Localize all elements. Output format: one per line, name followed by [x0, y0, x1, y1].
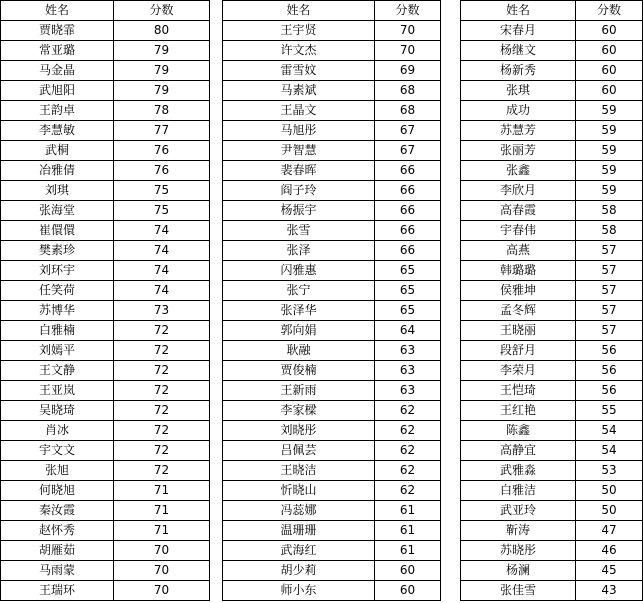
- column-gap: [210, 41, 223, 61]
- student-name: 张丽芳: [461, 141, 576, 161]
- column-gap: [210, 61, 223, 81]
- student-name: 靳涛: [461, 521, 576, 541]
- student-name: 李荣月: [461, 361, 576, 381]
- student-name: 侯雅坤: [461, 281, 576, 301]
- table-row: [1, 301, 643, 321]
- student-name: 高燕: [461, 241, 576, 261]
- student-name: 忻晓山: [223, 481, 375, 501]
- table-row: [1, 241, 643, 261]
- column-gap: [210, 141, 223, 161]
- column-gap: [210, 361, 223, 381]
- student-score: 72: [114, 461, 210, 481]
- student-score: 56: [576, 361, 643, 381]
- student-score: 60: [576, 81, 643, 101]
- student-name: 张佳雪: [461, 581, 576, 601]
- column-gap: [441, 121, 461, 141]
- student-score: 70: [375, 21, 441, 41]
- student-score: 57: [576, 281, 643, 301]
- column-gap: [441, 181, 461, 201]
- column-gap: [210, 21, 223, 41]
- column-gap: [210, 161, 223, 181]
- student-name: 苏晓彤: [461, 541, 576, 561]
- student-name: 王宇贤: [223, 21, 375, 41]
- column-gap: [441, 81, 461, 101]
- column-gap: [441, 581, 461, 601]
- student-score: 67: [375, 121, 441, 141]
- column-gap: [441, 241, 461, 261]
- student-score: 66: [375, 161, 441, 181]
- student-score: 72: [114, 381, 210, 401]
- student-name: 苏慧芳: [461, 121, 576, 141]
- student-score: 47: [576, 521, 643, 541]
- column-gap: [441, 521, 461, 541]
- column-gap: [441, 221, 461, 241]
- student-score: 61: [375, 501, 441, 521]
- column-gap: [210, 1, 223, 21]
- student-name: 张鑫: [461, 161, 576, 181]
- student-score: 61: [375, 541, 441, 561]
- student-name: 吕佩芸: [223, 441, 375, 461]
- student-score: 72: [114, 441, 210, 461]
- header-name-1: 姓名: [1, 1, 114, 21]
- student-score: 74: [114, 281, 210, 301]
- student-name: 赵怀秀: [1, 521, 114, 541]
- column-gap: [441, 341, 461, 361]
- column-gap: [441, 381, 461, 401]
- column-gap: [441, 201, 461, 221]
- student-name: 张海堂: [1, 201, 114, 221]
- student-name: 耿融: [223, 341, 375, 361]
- student-name: 宇文文: [1, 441, 114, 461]
- student-name: 李欣月: [461, 181, 576, 201]
- column-gap: [441, 161, 461, 181]
- student-score: 65: [375, 281, 441, 301]
- student-score: 58: [576, 221, 643, 241]
- table-row: [1, 201, 643, 221]
- table-row: [1, 441, 643, 461]
- student-name: 王文静: [1, 361, 114, 381]
- student-name: 冶雅倩: [1, 161, 114, 181]
- student-name: 常亚璐: [1, 41, 114, 61]
- student-score: 70: [375, 41, 441, 61]
- student-score: 71: [114, 481, 210, 501]
- column-gap: [441, 541, 461, 561]
- table-row: [1, 461, 643, 481]
- student-name: 杨新秀: [461, 61, 576, 81]
- student-score: 78: [114, 101, 210, 121]
- column-gap: [210, 481, 223, 501]
- table-row: [1, 321, 643, 341]
- table-row: [1, 221, 643, 241]
- column-gap: [210, 261, 223, 281]
- student-name: 苏博华: [1, 301, 114, 321]
- student-name: 宋春月: [461, 21, 576, 41]
- student-name: 杨澜: [461, 561, 576, 581]
- student-score: 43: [576, 581, 643, 601]
- student-score: 59: [576, 181, 643, 201]
- student-score: 62: [375, 401, 441, 421]
- student-score: 60: [576, 21, 643, 41]
- student-score: 72: [114, 401, 210, 421]
- student-score: 59: [576, 161, 643, 181]
- student-name: 李家樑: [223, 401, 375, 421]
- table-row: [1, 121, 643, 141]
- column-gap: [441, 321, 461, 341]
- student-name: 张泽华: [223, 301, 375, 321]
- student-score: 61: [375, 521, 441, 541]
- student-name: 马金晶: [1, 61, 114, 81]
- student-score: 62: [375, 421, 441, 441]
- column-gap: [210, 461, 223, 481]
- column-gap: [210, 181, 223, 201]
- column-gap: [210, 441, 223, 461]
- student-name: 温珊珊: [223, 521, 375, 541]
- column-gap: [441, 441, 461, 461]
- student-score: 70: [114, 561, 210, 581]
- table-row: [1, 401, 643, 421]
- table-row: [1, 41, 643, 61]
- column-gap: [210, 101, 223, 121]
- student-score: 62: [375, 441, 441, 461]
- student-score: 71: [114, 501, 210, 521]
- table-row: [1, 281, 643, 301]
- student-score: 54: [576, 441, 643, 461]
- student-score: 59: [576, 101, 643, 121]
- student-score: 79: [114, 81, 210, 101]
- student-score: 60: [576, 61, 643, 81]
- table-row: [1, 101, 643, 121]
- column-gap: [441, 461, 461, 481]
- student-name: 马素斌: [223, 81, 375, 101]
- student-name: 樊素珍: [1, 241, 114, 261]
- student-name: 刘环宇: [1, 261, 114, 281]
- student-name: 刘嫣平: [1, 341, 114, 361]
- student-score: 68: [375, 101, 441, 121]
- table-row: [1, 521, 643, 541]
- student-name: 武海红: [223, 541, 375, 561]
- table-row: [1, 261, 643, 281]
- student-name: 张雪: [223, 221, 375, 241]
- student-name: 何晓旭: [1, 481, 114, 501]
- student-name: 胡少莉: [223, 561, 375, 581]
- student-score: 60: [375, 561, 441, 581]
- column-gap: [210, 201, 223, 221]
- student-score: 57: [576, 321, 643, 341]
- column-gap: [210, 81, 223, 101]
- student-name: 崔儇儇: [1, 221, 114, 241]
- student-score: 63: [375, 381, 441, 401]
- student-name: 白雅楠: [1, 321, 114, 341]
- student-name: 贾晓霏: [1, 21, 114, 41]
- student-name: 陈鑫: [461, 421, 576, 441]
- column-gap: [210, 501, 223, 521]
- student-name: 吴晓琦: [1, 401, 114, 421]
- student-score: 69: [375, 61, 441, 81]
- student-name: 杨振宇: [223, 201, 375, 221]
- student-name: 王亚岚: [1, 381, 114, 401]
- student-score: 60: [375, 581, 441, 601]
- column-gap: [210, 381, 223, 401]
- student-score: 50: [576, 501, 643, 521]
- column-gap: [210, 541, 223, 561]
- student-name: 王红艳: [461, 401, 576, 421]
- student-name: 张琪: [461, 81, 576, 101]
- column-gap: [441, 501, 461, 521]
- column-gap: [441, 21, 461, 41]
- student-name: 宇春伟: [461, 221, 576, 241]
- student-score: 58: [576, 201, 643, 221]
- student-score: 68: [375, 81, 441, 101]
- table-row: [1, 81, 643, 101]
- student-name: 胡雁茹: [1, 541, 114, 561]
- table-row: [1, 21, 643, 41]
- column-gap: [210, 341, 223, 361]
- student-score: 66: [375, 181, 441, 201]
- student-score: 63: [375, 341, 441, 361]
- student-score: 75: [114, 201, 210, 221]
- student-name: 秦汝霞: [1, 501, 114, 521]
- student-score: 56: [576, 341, 643, 361]
- table-row: [1, 541, 643, 561]
- column-gap: [210, 241, 223, 261]
- student-name: 白雅洁: [461, 481, 576, 501]
- student-name: 郭向娟: [223, 321, 375, 341]
- student-score: 46: [576, 541, 643, 561]
- student-name: 马雨蒙: [1, 561, 114, 581]
- student-name: 裴春晖: [223, 161, 375, 181]
- column-gap: [441, 361, 461, 381]
- student-name: 阎子玲: [223, 181, 375, 201]
- student-name: 武旭阳: [1, 81, 114, 101]
- student-score: 74: [114, 221, 210, 241]
- student-name: 杨继文: [461, 41, 576, 61]
- column-gap: [441, 61, 461, 81]
- student-name: 刘晓彤: [223, 421, 375, 441]
- student-name: 师小东: [223, 581, 375, 601]
- student-name: 王晶文: [223, 101, 375, 121]
- header-name-2: 姓名: [223, 1, 375, 21]
- student-score: 72: [114, 321, 210, 341]
- student-score: 72: [114, 421, 210, 441]
- student-score: 73: [114, 301, 210, 321]
- student-score: 80: [114, 21, 210, 41]
- column-gap: [210, 301, 223, 321]
- table-row: [1, 421, 643, 441]
- student-score: 50: [576, 481, 643, 501]
- student-name: 冯蕊娜: [223, 501, 375, 521]
- column-gap: [441, 41, 461, 61]
- column-gap: [441, 281, 461, 301]
- column-gap: [441, 301, 461, 321]
- student-name: 王晓洁: [223, 461, 375, 481]
- header-score-3: 分数: [576, 1, 643, 21]
- student-name: 王恺琦: [461, 381, 576, 401]
- table-row: [1, 581, 643, 601]
- student-score: 64: [375, 321, 441, 341]
- student-score: 77: [114, 121, 210, 141]
- column-gap: [441, 421, 461, 441]
- column-gap: [441, 1, 461, 21]
- student-score: 74: [114, 261, 210, 281]
- student-score: 62: [375, 461, 441, 481]
- student-name: 雷雪妏: [223, 61, 375, 81]
- student-score: 74: [114, 241, 210, 261]
- table-row: [1, 161, 643, 181]
- student-name: 孟冬辉: [461, 301, 576, 321]
- header-name-3: 姓名: [461, 1, 576, 21]
- student-score: 45: [576, 561, 643, 581]
- student-score: 66: [375, 201, 441, 221]
- column-gap: [210, 401, 223, 421]
- student-score: 70: [114, 581, 210, 601]
- header-score-1: 分数: [114, 1, 210, 21]
- student-name: 王瑞环: [1, 581, 114, 601]
- student-score: 67: [375, 141, 441, 161]
- student-score: 59: [576, 141, 643, 161]
- column-gap: [441, 401, 461, 421]
- student-score: 72: [114, 341, 210, 361]
- student-name: 成功: [461, 101, 576, 121]
- student-score: 57: [576, 301, 643, 321]
- student-score: 59: [576, 121, 643, 141]
- column-gap: [210, 561, 223, 581]
- table-row: [1, 361, 643, 381]
- student-score: 60: [576, 41, 643, 61]
- student-score: 57: [576, 261, 643, 281]
- student-name: 肖冰: [1, 421, 114, 441]
- student-name: 尹智慧: [223, 141, 375, 161]
- student-score: 54: [576, 421, 643, 441]
- student-score: 57: [576, 241, 643, 261]
- table-row: [1, 61, 643, 81]
- header-row: [1, 1, 643, 21]
- student-name: 刘琪: [1, 181, 114, 201]
- student-score: 62: [375, 481, 441, 501]
- column-gap: [441, 141, 461, 161]
- student-name: 张宁: [223, 281, 375, 301]
- student-score: 63: [375, 361, 441, 381]
- column-gap: [210, 421, 223, 441]
- header-score-2: 分数: [375, 1, 441, 21]
- student-score: 76: [114, 161, 210, 181]
- student-name: 王韵卓: [1, 101, 114, 121]
- student-score: 79: [114, 61, 210, 81]
- student-score: 53: [576, 461, 643, 481]
- column-gap: [210, 221, 223, 241]
- student-score: 79: [114, 41, 210, 61]
- student-score: 75: [114, 181, 210, 201]
- column-gap: [441, 101, 461, 121]
- table-row: [1, 181, 643, 201]
- student-score: 72: [114, 361, 210, 381]
- student-name: 武亚玲: [461, 501, 576, 521]
- table-row: [1, 341, 643, 361]
- column-gap: [210, 581, 223, 601]
- column-gap: [441, 261, 461, 281]
- student-score: 55: [576, 401, 643, 421]
- student-score: 70: [114, 541, 210, 561]
- student-name: 武雅淼: [461, 461, 576, 481]
- table-row: [1, 501, 643, 521]
- student-name: 贾俊楠: [223, 361, 375, 381]
- student-name: 高静宜: [461, 441, 576, 461]
- column-gap: [210, 281, 223, 301]
- student-name: 武桐: [1, 141, 114, 161]
- student-score: 56: [576, 381, 643, 401]
- student-name: 王晓丽: [461, 321, 576, 341]
- column-gap: [210, 121, 223, 141]
- table-row: [1, 141, 643, 161]
- table-row: [1, 381, 643, 401]
- student-name: 高春霞: [461, 201, 576, 221]
- student-score: 65: [375, 261, 441, 281]
- student-name: 张旭: [1, 461, 114, 481]
- student-name: 许文杰: [223, 41, 375, 61]
- column-gap: [210, 321, 223, 341]
- student-score: 66: [375, 221, 441, 241]
- column-gap: [441, 561, 461, 581]
- student-score: 65: [375, 301, 441, 321]
- column-gap: [210, 521, 223, 541]
- student-name: 马旭彤: [223, 121, 375, 141]
- student-score: 76: [114, 141, 210, 161]
- table-row: [1, 561, 643, 581]
- student-name: 闪雅惠: [223, 261, 375, 281]
- student-name: 王新雨: [223, 381, 375, 401]
- score-table-body: [1, 1, 643, 601]
- student-name: 李慧敏: [1, 121, 114, 141]
- student-score: 71: [114, 521, 210, 541]
- student-score: 66: [375, 241, 441, 261]
- student-name: 张泽: [223, 241, 375, 261]
- student-name: 任笑荷: [1, 281, 114, 301]
- column-gap: [441, 481, 461, 501]
- table-row: [1, 481, 643, 501]
- student-name: 段舒月: [461, 341, 576, 361]
- student-name: 韩璐璐: [461, 261, 576, 281]
